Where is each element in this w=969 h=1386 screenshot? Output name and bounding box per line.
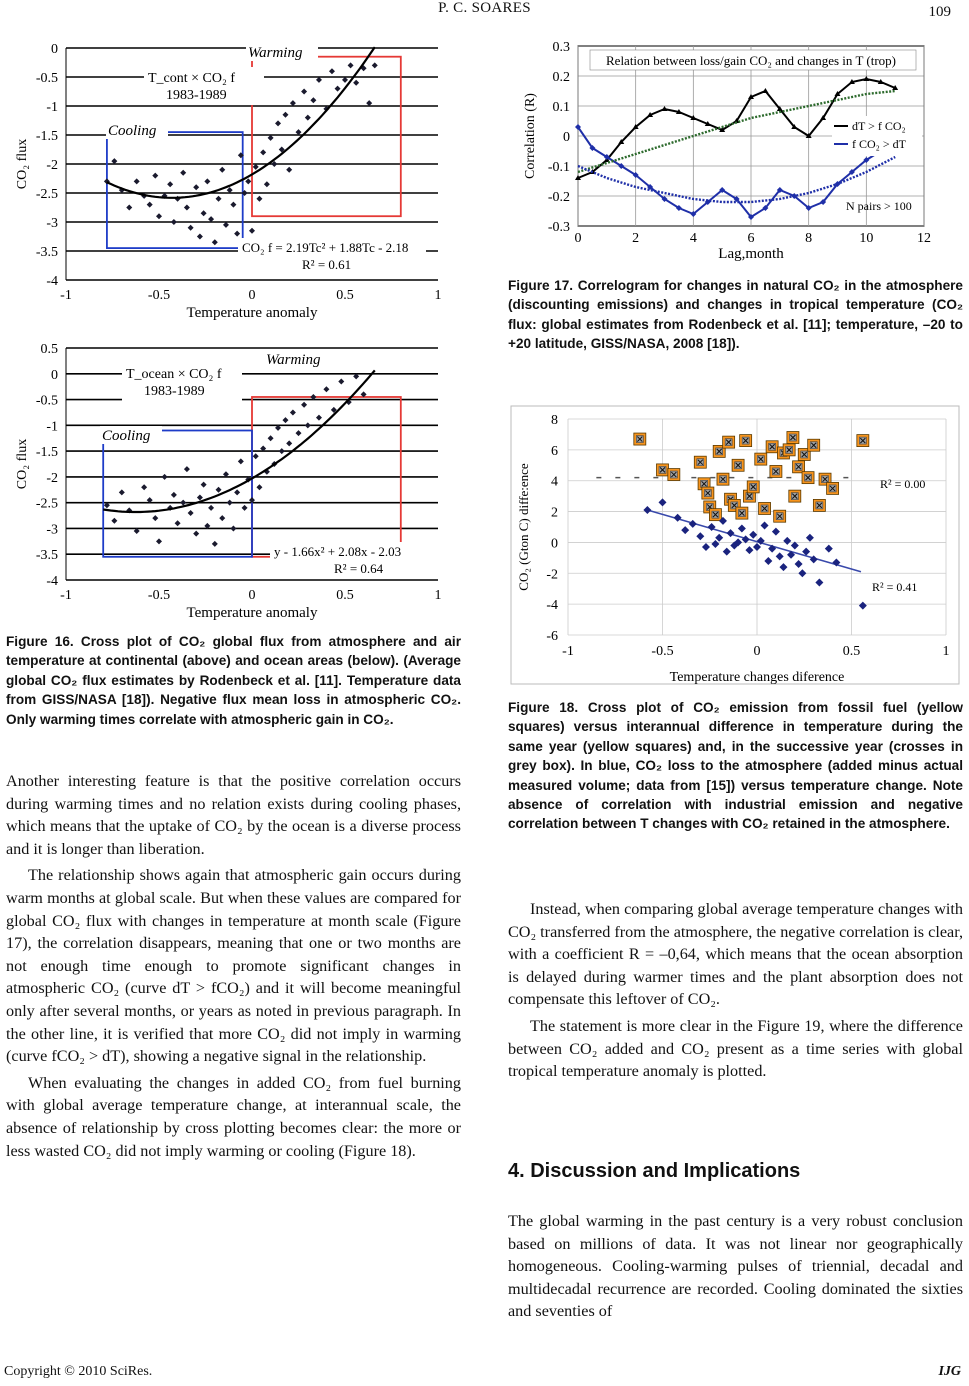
x-tick-label: 0	[248, 288, 256, 303]
y-tick-label: 0	[51, 42, 58, 57]
journal-abbrev: IJG	[938, 1364, 961, 1379]
data-point	[242, 505, 248, 511]
x-tick-label: -1	[60, 588, 72, 603]
data-point	[353, 80, 359, 86]
data-point	[171, 492, 177, 498]
data-point	[156, 538, 162, 544]
y-tick-label: -3	[46, 522, 58, 538]
x-tick-label: 6	[747, 231, 755, 246]
figure-16-caption	[6, 632, 461, 729]
legend-label-2: f CO₂ > dT	[852, 137, 906, 151]
y-tick-label: -0.2	[547, 190, 570, 205]
data-point	[282, 112, 288, 118]
x-tick-label: 0	[574, 231, 582, 246]
figure-18	[510, 405, 960, 685]
data-point	[230, 525, 236, 531]
fit-equation: y - 1.66x² + 2.08x - 2.03	[274, 544, 402, 559]
page-footer	[0, 1364, 969, 1386]
y-tick-label: 0	[551, 536, 558, 552]
right-column-text-2	[508, 1210, 963, 1327]
atmosphere-loss-point	[711, 540, 719, 548]
data-point	[204, 178, 210, 184]
x-axis-label: Temperature changes diference	[669, 670, 845, 685]
data-point	[152, 515, 158, 521]
data-point	[238, 458, 244, 464]
atmosphere-loss-point	[659, 498, 667, 506]
figure-17	[510, 36, 960, 262]
data-point	[296, 430, 302, 436]
right-column-text	[508, 898, 963, 1087]
data-point	[119, 489, 125, 495]
page-number: 109	[928, 4, 951, 20]
atmosphere-loss-point	[681, 526, 689, 534]
data-point	[335, 86, 341, 92]
warming-label: Warming	[248, 45, 303, 61]
y-tick-label: 4	[551, 474, 558, 490]
atmosphere-loss-point	[727, 529, 735, 537]
data-point	[256, 196, 262, 202]
y-tick-label: -4	[46, 574, 58, 589]
left-paragraph-1: Another interesting feature is that the positive correlation occurs during warming times and no relation exists during cooling phases, which means that the uptake of CO₂ by the ocean is a diverse process and it is longer than liberation.	[6, 772, 461, 858]
data-point	[230, 202, 236, 208]
copyright: Copyright © 2010 SciRes.	[4, 1364, 153, 1379]
legend-line-1: T_cont × CO₂ f	[148, 71, 236, 86]
data-point	[234, 489, 240, 495]
data-point	[184, 466, 190, 472]
trend-line	[578, 157, 895, 202]
figure-16-caption-label: Figure 16.	[6, 634, 74, 649]
left-column-text	[6, 770, 461, 1166]
data-point	[253, 453, 259, 459]
figure-17-caption	[508, 276, 963, 354]
y-axis-label: CO₂ (Gton C) diffe:ence	[516, 463, 531, 591]
warming-label: Warming	[266, 352, 321, 368]
x-tick-label: 0.5	[842, 644, 861, 659]
y-tick-label: -3	[46, 216, 58, 231]
data-point	[316, 77, 322, 83]
data-point	[342, 77, 348, 83]
atmosphere-loss-point	[749, 531, 757, 539]
section-heading: 4. Discussion and Implications	[508, 1160, 801, 1182]
atmosphere-loss-point	[674, 514, 682, 522]
data-point	[193, 531, 199, 537]
x-tick-label: -0.5	[147, 588, 171, 603]
fit-equation: CO₂ f = 2.19Tc² + 1.88Tc - 2.18	[242, 240, 409, 255]
legend-line-1: T_ocean × CO₂ f	[126, 367, 222, 382]
data-point	[301, 89, 307, 95]
data-point	[175, 520, 181, 526]
y-tick-label: -3.5	[35, 548, 58, 564]
x-axis-label: Temperature anomaly	[186, 605, 318, 621]
data-point	[310, 97, 316, 103]
figure-17-chart	[510, 36, 960, 262]
atmosphere-loss-point	[689, 520, 697, 528]
y-axis-label: Correlation (R)	[523, 93, 538, 179]
y-axis-label: CO₂ flux	[15, 138, 30, 190]
n-pairs-note: N pairs > 100	[846, 199, 912, 213]
x-tick-label: 10	[859, 231, 874, 246]
x-tick-label: 8	[805, 231, 813, 246]
atmosphere-loss-point	[702, 543, 710, 551]
x-tick-label: 1	[942, 644, 950, 659]
y-tick-label: -1	[46, 419, 58, 435]
y-tick-label: -2	[546, 567, 558, 583]
figure-16-bottom	[10, 334, 450, 624]
data-point	[156, 213, 162, 219]
y-tick-label: -4	[546, 598, 558, 614]
y-tick-label: 0	[563, 130, 570, 145]
data-point	[305, 115, 311, 121]
atmosphere-loss-point	[772, 528, 780, 536]
cooling-label: Cooling	[102, 428, 151, 444]
series-marker	[762, 88, 768, 93]
x-tick-label: 4	[689, 231, 697, 246]
figure-16-top	[10, 34, 450, 324]
data-point	[301, 402, 307, 408]
data-point	[329, 68, 335, 74]
y-tick-label: -1	[46, 100, 58, 115]
y-tick-label: 0.1	[552, 100, 570, 115]
left-paragraph-3: When evaluating the changes in added CO₂ from fuel burning with global average temperature change, at interannual scale, the absence of relationship by cross plotting becomes clear: the more or less wasted CO₂ did not imply warming or cooling (Figure 18).	[6, 1073, 461, 1160]
atmosphere-loss-point	[764, 557, 772, 565]
data-point	[227, 500, 233, 506]
data-point	[260, 149, 266, 155]
figure-18-caption	[508, 698, 963, 834]
data-point	[208, 505, 214, 511]
fit-r-squared: R² = 0.64	[334, 561, 384, 576]
y-tick-label: 8	[551, 413, 558, 428]
data-point	[216, 196, 222, 202]
data-point	[171, 219, 177, 225]
atmosphere-loss-point	[825, 545, 833, 553]
data-point	[245, 178, 251, 184]
data-point	[184, 205, 190, 211]
y-tick-label: 0.5	[40, 342, 58, 357]
y-tick-label: -0.3	[547, 220, 570, 235]
data-point	[126, 205, 132, 211]
y-tick-label: 0	[51, 367, 58, 383]
atmosphere-loss-point	[806, 534, 814, 542]
data-point	[212, 239, 218, 245]
x-tick-label: 0.5	[336, 288, 354, 303]
atmosphere-loss-point	[738, 525, 746, 533]
data-point	[180, 170, 186, 176]
data-point	[323, 386, 329, 392]
figure-17-caption-label: Figure 17.	[508, 278, 574, 293]
data-point	[201, 210, 207, 216]
data-point	[268, 435, 274, 441]
y-tick-label: -0.5	[35, 393, 58, 409]
data-point	[264, 181, 270, 187]
data-point	[212, 541, 218, 547]
right-paragraph-2: The statement is more clear in the Figure 19, where the difference between CO₂ added and CO₂ present as a time series with global tropical temperature anomaly is plotted.	[508, 1016, 963, 1081]
atmosphere-loss-point	[815, 579, 823, 587]
cooling-box	[103, 430, 252, 556]
x-tick-label: 0.5	[336, 588, 354, 603]
page-header	[0, 0, 969, 28]
data-point	[147, 202, 153, 208]
x-tick-label: -0.5	[147, 288, 171, 303]
atmosphere-loss-point	[753, 543, 761, 551]
y-tick-label: -0.1	[547, 160, 570, 175]
y-tick-label: -3.5	[35, 245, 58, 260]
y-tick-label: -0.5	[35, 71, 58, 86]
y-tick-label: -1.5	[35, 129, 58, 144]
atmosphere-loss-point	[779, 563, 787, 571]
r-squared-top: R² = 0.00	[880, 476, 926, 491]
r-squared-bottom: R² = 0.41	[872, 580, 918, 595]
data-point	[188, 225, 194, 231]
data-point	[219, 515, 225, 521]
data-point	[234, 231, 240, 237]
data-point	[167, 181, 173, 187]
legend-label-1: dT > f CO₂	[852, 119, 906, 133]
data-point	[275, 120, 281, 126]
legend-line-2: 1983-1989	[166, 88, 227, 103]
y-tick-label: -4	[46, 274, 58, 289]
y-tick-label: 6	[551, 443, 558, 459]
data-point	[286, 167, 292, 173]
data-point	[316, 415, 322, 421]
x-tick-label: 0	[248, 588, 256, 603]
data-point	[305, 422, 311, 428]
y-tick-label: -2.5	[35, 496, 58, 512]
data-point	[256, 484, 262, 490]
x-tick-label: -1	[562, 644, 574, 659]
atmosphere-loss-point	[696, 532, 704, 540]
chart-title: Relation between loss/gain CO₂ and changes in T (trop)	[606, 53, 896, 68]
x-axis-label: Lag,month	[718, 246, 784, 262]
cooling-label: Cooling	[108, 123, 157, 139]
y-axis-label: CO₂ flux	[15, 438, 30, 490]
y-tick-label: 2	[551, 505, 558, 521]
data-point	[134, 178, 140, 184]
data-point	[201, 482, 207, 488]
x-tick-label: 1	[434, 588, 442, 603]
x-tick-label: -1	[60, 288, 72, 303]
atmosphere-loss-point	[783, 537, 791, 545]
data-point	[282, 417, 288, 423]
atmosphere-loss-point	[715, 534, 723, 542]
figure-17-caption-text: Correlogram for changes in natural CO₂ in the atmosphere (discounting emissions) and changes in tropical temperature (CO₂ flux: global estimates from Rodenbeck et al. [11]; temperature, –20 to +20 latitude, GISS/NASA, 2008 [18]).	[508, 278, 963, 352]
y-tick-label: -2	[46, 158, 58, 173]
figure-18-caption-text: Cross plot of CO₂ emission from fossil fuel (yellow squares) versus interannual difference in temperature during the same year (yellow squares) and, in the successive year (crosses in grey box). In blue, CO₂ loss to the atmosphere (added minus actual measured volume; data from [15]) versus temperature change. Note absence of correlation with industrial emission and negative correlation between T changes with CO₂ retained in the atmosphere.	[508, 700, 963, 832]
x-axis-label: Temperature anomaly	[186, 305, 318, 321]
data-point	[249, 228, 255, 234]
data-point	[162, 474, 168, 480]
data-point	[372, 62, 378, 68]
right-paragraph-3: The global warming in the past century is a very robust conclusion based on millions of data. It was not linear nor geographically homogeneous. Cooling-warming pulses of triennial, decadal and multidecadal recurrence are recorded. Cooling dominated the sixties and seventies of	[508, 1212, 963, 1321]
right-paragraph-1: Instead, when comparing global average temperature changes with CO₂ transferred from the atmosphere, the negative correlation is clear, with a coefficient R = –0,64, which means that the ocean absorption is delayed during warmer times and the plant absorption does not compensate this leftover of CO₂.	[508, 900, 963, 1009]
figure-16-bottom-chart	[10, 334, 450, 624]
x-tick-label: -0.5	[651, 644, 674, 659]
fit-r-squared: R² = 0.61	[302, 257, 352, 272]
data-point	[338, 379, 344, 385]
data-point	[286, 440, 292, 446]
y-tick-label: -6	[546, 629, 558, 644]
y-tick-label: 0.3	[552, 40, 570, 55]
data-point	[193, 184, 199, 190]
data-point	[188, 510, 194, 516]
atmosphere-loss-point	[723, 548, 731, 556]
atmosphere-loss-point	[798, 569, 806, 577]
data-point	[219, 167, 225, 173]
left-paragraph-2: The relationship shows again that atmospheric gain occurs during warm months at global scale. But when these values are compared for global CO₂ flux with changes in temperature at month scale (Figure 17), the correlation disappears, meaning that one or two months are not enough time enough to promote significant changes in atmospheric CO₂ (curve dT > fCO₂) and it will become meaningful only after several months, or years as noted in previous paragraph. In the other line, it is verified that more CO₂ did not imply in warming (curve fCO₂ > dT), showing a negative signal in the relationship.	[6, 866, 461, 1066]
x-tick-label: 2	[632, 231, 640, 246]
atmosphere-loss-point	[859, 602, 867, 610]
figure-18-caption-label: Figure 18.	[508, 700, 579, 715]
data-point	[348, 62, 354, 68]
data-point	[111, 518, 117, 524]
data-point	[152, 173, 158, 179]
atmosphere-loss-point	[776, 552, 784, 560]
data-point	[197, 234, 203, 240]
data-point	[197, 495, 203, 501]
y-tick-label: -1.5	[35, 445, 58, 461]
atmosphere-loss-point	[745, 546, 753, 554]
data-point	[279, 448, 285, 454]
data-point	[141, 484, 147, 490]
y-tick-label: -2.5	[35, 187, 58, 202]
atmosphere-loss-point	[643, 506, 651, 514]
x-tick-label: 12	[917, 231, 931, 246]
running-author: P. C. SOARES	[438, 0, 531, 16]
y-tick-label: 0.2	[552, 70, 570, 85]
data-point	[216, 487, 222, 493]
data-point	[290, 409, 296, 415]
figure-18-chart	[510, 405, 960, 685]
y-tick-label: -2	[46, 470, 58, 486]
atmosphere-loss-point	[761, 521, 769, 529]
figure-16-caption-text: Cross plot of CO₂ global flux from atmosphere and air temperature at continental (above) and ocean areas (below). (Average global CO₂ flux estimates by Rodenbeck et al. [11]. Temperature data from GISS/NASA [18]). Negative flux mean loss in atmospheric CO₂. Only warming times correlate with atmospheric gain in CO₂.	[6, 634, 461, 727]
x-tick-label: 1	[434, 288, 442, 303]
x-tick-label: 0	[753, 644, 761, 659]
figure-16-top-chart	[10, 34, 450, 324]
legend-line-2: 1983-1989	[144, 384, 205, 399]
atmosphere-loss-point	[795, 560, 803, 568]
